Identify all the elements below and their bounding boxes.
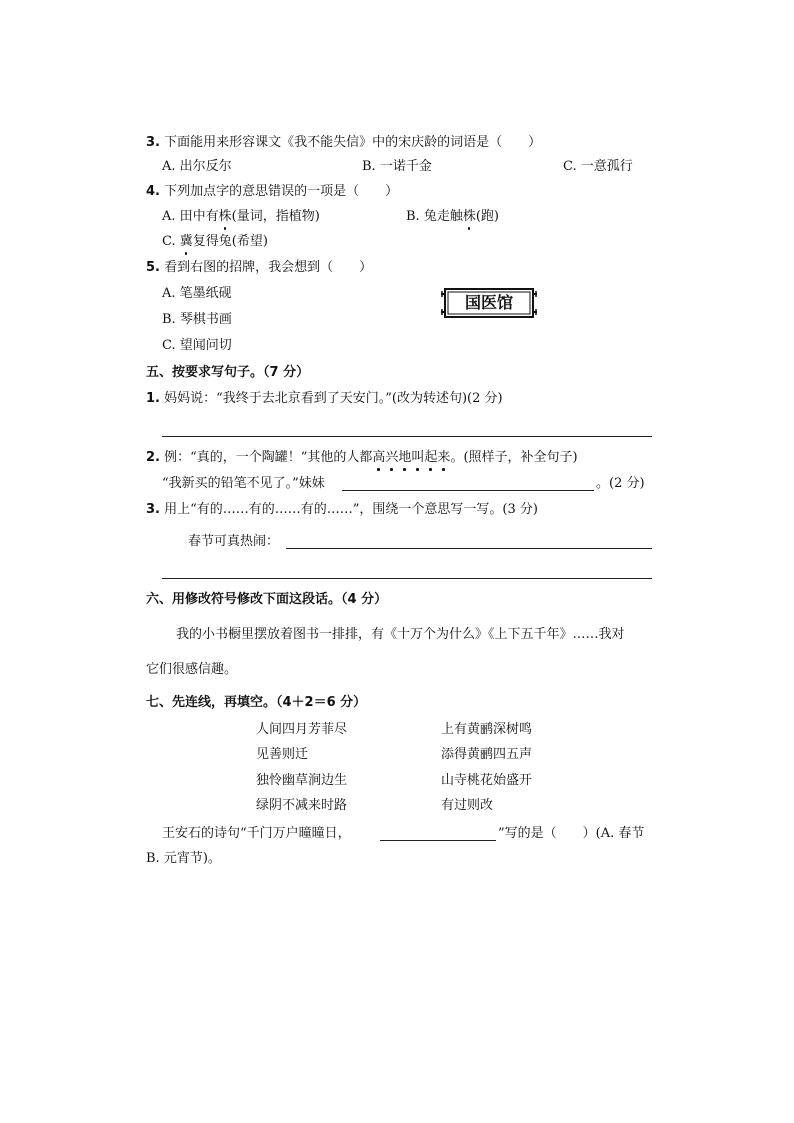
option-b: B. 一诺千金 (362, 159, 432, 174)
section-5-title: 五、按要求写句子。（7 分） (146, 365, 310, 380)
option-c: C. 一意孤行 (563, 159, 633, 174)
section-6-title: 六、用修改符号修改下面这段话。（4 分） (146, 592, 388, 607)
question-5 (146, 259, 372, 277)
option-text: (量词，指植物) (231, 209, 320, 224)
question-stem: 。(照样子，补全句子) (450, 450, 578, 465)
fill-sentence-post: ”写的是（ ）(A. 春节 (498, 826, 645, 841)
sec5-q2-score: 。(2 分) (596, 476, 645, 491)
option-text: B. 兔走触 (406, 209, 463, 224)
match-left-2[interactable]: 见善则迁 (256, 747, 309, 762)
answer-line[interactable] (286, 548, 652, 549)
match-left-4[interactable]: 绿阴不减来时路 (256, 798, 348, 813)
fill-sentence-line-2: B. 元宵节)。 (146, 851, 221, 866)
fill-blank-line[interactable] (380, 840, 496, 841)
sec5-question-3 (146, 501, 538, 519)
question-number: 3. (146, 135, 160, 150)
option-a: A. 笔墨纸砚 (162, 286, 232, 301)
option-text: C. (162, 234, 180, 249)
match-right-2[interactable]: 添得黄鹂四五声 (441, 747, 533, 762)
option-c: C. 望闻问切 (162, 338, 232, 353)
option-c (162, 233, 268, 251)
paragraph-line-1: 我的小书橱里摆放着图书一排排，有《十万个为什么》《上下五千年》……我对 (176, 627, 625, 642)
dotted-phrase: 高兴地叫起来 (372, 449, 450, 467)
question-stem: 妈妈说：“我终于去北京看到了天安门。”(改为转述句)(2 分) (164, 391, 503, 406)
option-text: (跑) (475, 209, 499, 224)
dotted-char: 株 (463, 208, 476, 226)
section-7-title: 七、先连线，再填空。（4＋2＝6 分） (146, 695, 367, 710)
sec5-question-1 (146, 390, 503, 408)
option-text: 复得兔(希望) (192, 234, 268, 249)
match-right-3[interactable]: 山寺桃花始盛开 (441, 773, 533, 788)
sign-text: 国医馆 (464, 293, 513, 312)
fill-sentence-pre: 王安石的诗句“千门万户曈曈日， (162, 826, 351, 841)
question-3 (146, 134, 541, 152)
sec5-q2-prompt: “我新买的铅笔不见了。”妹妹 (162, 476, 325, 491)
question-number: 2. (146, 450, 160, 465)
question-number: 4. (146, 184, 160, 199)
sec5-q3-prompt: 春节可真热闹： (188, 534, 280, 549)
match-left-3[interactable]: 独怜幽草涧边生 (256, 773, 348, 788)
dotted-char: 冀 (180, 233, 193, 251)
dotted-char: 株 (219, 208, 232, 226)
question-4 (146, 183, 398, 201)
signboard-image (441, 286, 537, 320)
sec5-question-2 (146, 449, 578, 467)
match-right-4[interactable]: 有过则改 (441, 798, 494, 813)
question-number: 3. (146, 502, 160, 517)
answer-line[interactable] (342, 490, 594, 491)
answer-line[interactable] (162, 578, 652, 579)
question-stem: 下面能用来形容课文《我不能失信》中的宋庆龄的词语是（ ） (164, 135, 542, 150)
option-b: B. 琴棋书画 (162, 312, 232, 327)
match-right-1[interactable]: 上有黄鹂深树鸣 (441, 722, 533, 737)
question-stem: 下列加点字的意思错误的一项是（ ） (164, 184, 399, 199)
question-number: 5. (146, 260, 160, 275)
question-stem: 用上“有的……有的……有的……”，围绕一个意思写一写。(3 分) (164, 502, 538, 517)
question-stem: 看到右图的招牌，我会想到（ ） (164, 260, 373, 275)
option-a (162, 208, 320, 226)
question-stem: 例：“真的，一个陶罐！”其他的人都 (164, 450, 373, 465)
answer-line[interactable] (162, 436, 652, 437)
option-text: A. 田中有 (162, 209, 219, 224)
paragraph-line-2: 它们很感信趣。 (146, 662, 238, 677)
match-left-1[interactable]: 人间四月芳菲尽 (256, 722, 348, 737)
option-a: A. 出尔反尔 (162, 159, 232, 174)
question-number: 1. (146, 391, 160, 406)
option-b (406, 208, 499, 226)
